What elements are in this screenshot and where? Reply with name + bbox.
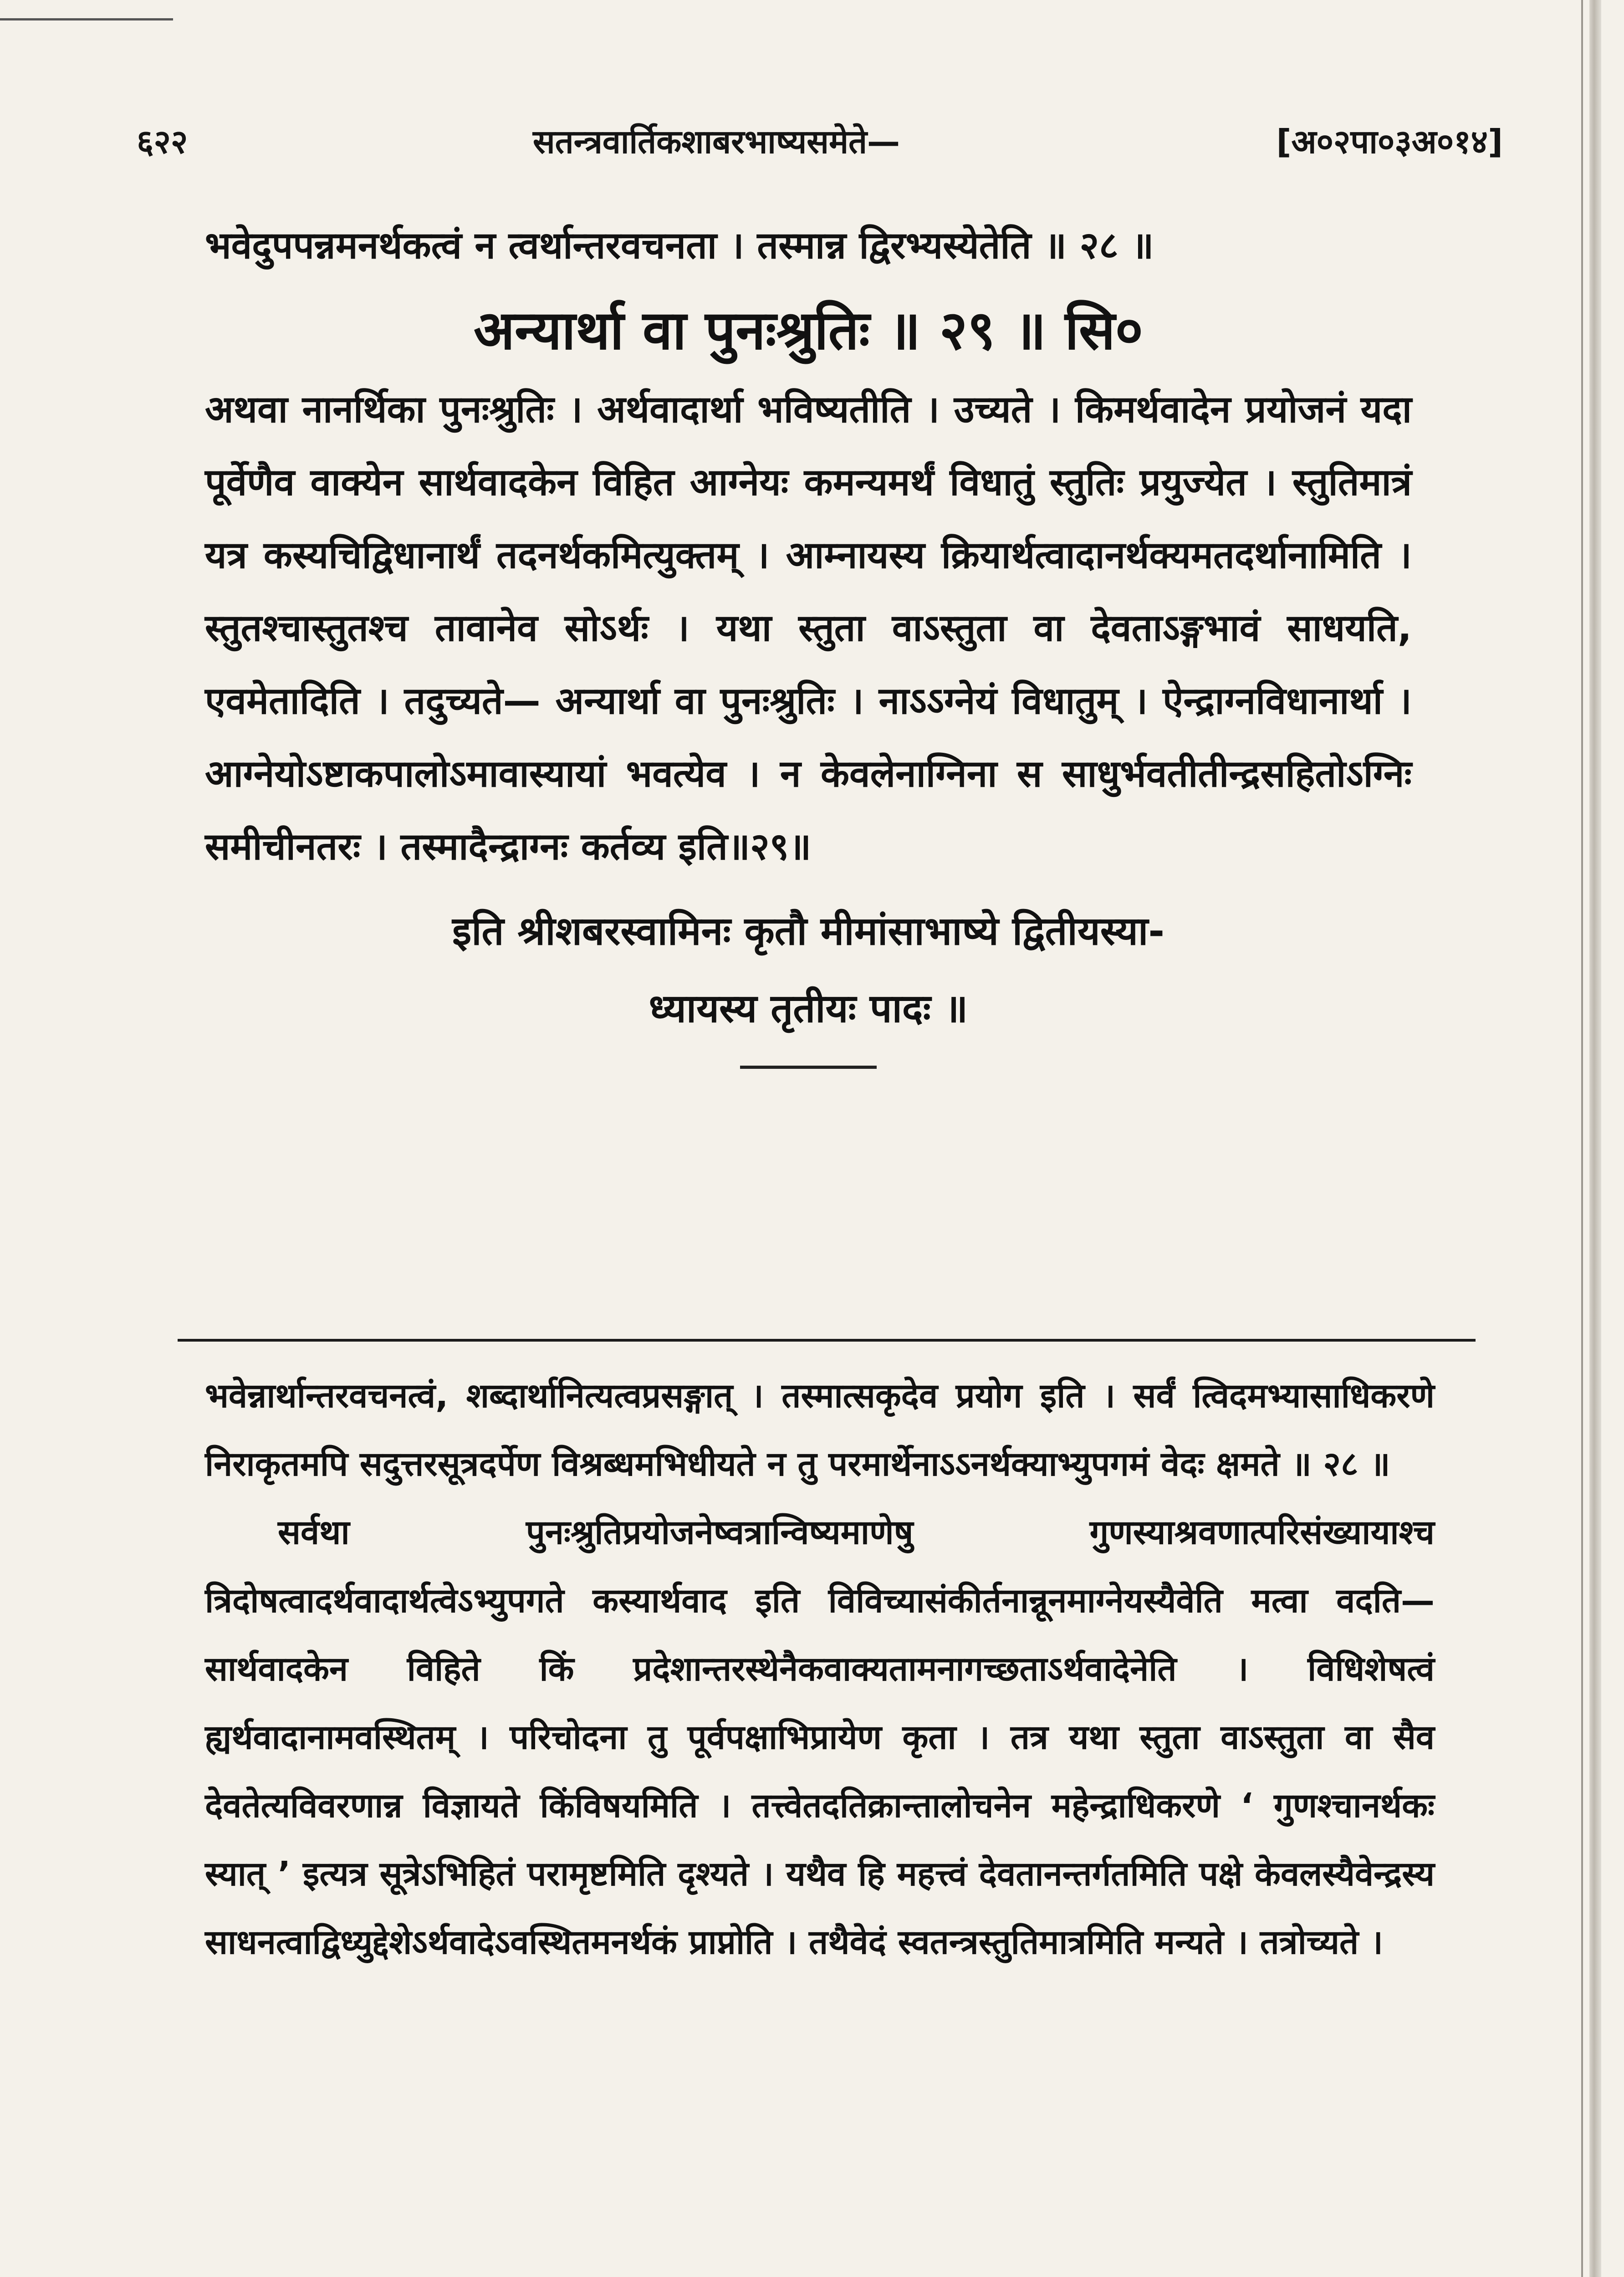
bhashya-paragraph: अथवा नानर्थिका पुनःश्रुतिः । अर्थवादार्था भविष्यतीति । उच्यते । किमर्थवादेन प्रयोजनं यदा पूर्वेणैव वाक्येन सार्थवादकेन विहित आग्नेयः कमन्यमर्थं विधातुं स्तुतिः प्रयुज्येत । स्तुतिमात्रं यत्र कस्यचिद्विधानार्थं तदनर्थकमित्युक्तम् । आम्नायस्य क्रियार्थत्वादानर्थक्यमतदर्थानामिति । स्तुतश्चास्तुतश्च तावानेव सोऽर्थः । यथा स्तुता वाऽस्तुता वा देवताऽङ्गभावं साधयति, एवमेतादिति । तदुच्यते— अन्यार्था वा पुनःश्रुतिः । नाऽऽग्नेयं विधातुम् । ऐन्द्राग्नविधानार्था । आग्नेयोऽष्टाकपालोऽमावास्यायां भवत्येव । न केवलेनाग्निना स साधुर्भवतीतीन्द्रसहितोऽग्निः समीचीनतरः । तस्मादैन्द्राग्नः कर्तव्य इति॥२९॥	[205, 388, 1412, 868]
sutra-heading: अन्यार्था वा पुनःश्रुतिः ॥ २९ ॥ सि०	[474, 299, 1143, 362]
colophon-line-2: ध्यायस्य तृतीयः पादः ॥	[649, 986, 968, 1031]
colophon	[205, 893, 1412, 1047]
header-title: सतन्त्रवार्तिकशाबरभाष्यसमेते—	[533, 123, 900, 161]
section-end-rule	[740, 1066, 877, 1069]
intro-paragraph: भवेदुपपन्नमनर्थकत्वं न त्वर्थान्तरवचनता । तस्मान्न द्विरभ्यस्येतेति ॥ २८ ॥	[205, 224, 1154, 267]
colophon-line-1: इति श्रीशबरस्वामिनः कृतौ मीमांसाभाष्ये द्वितीयस्या-	[452, 909, 1165, 954]
page-number: ६२२	[137, 123, 188, 161]
main-text	[205, 209, 1412, 1069]
scan-edge-rule	[0, 18, 173, 20]
page-binding-edge	[1589, 0, 1601, 2277]
commentary-divider	[178, 1339, 1476, 1342]
page-binding-line	[1581, 0, 1583, 2277]
header-reference: [अ०२पा०३अ०१४]	[1276, 123, 1503, 161]
commentary-paragraph-1: भवेन्नार्थान्तरवचनत्वं, शब्दार्थानित्यत्वप्रसङ्गात् । तस्मात्सकृदेव प्रयोग इति । सर्वं त्विदमभ्यासाधिकरणे निराकृतमपि सदुत्तरसूत्रदर्पेण विश्रब्धमभिधीयते न तु परमार्थेनाऽऽनर्थक्याभ्युपगमं वेदः क्षमते ॥ २८ ॥	[205, 1376, 1435, 1484]
commentary-paragraph-2: सर्वथा पुनःश्रुतिप्रयोजनेष्वत्रान्विष्यमाणेषु गुणस्याश्रवणात्परिसंख्यायाश्च त्रिदोषत्वादर्थवादार्थत्वेऽभ्युपगते कस्यार्थवाद इति विविच्यासंकीर्तनान्नूनमाग्नेयस्यैवेति मत्वा वदति—सार्थवादकेन विहिते किं प्रदेशान्तरस्थेनैकवाक्यतामनागच्छताऽर्थवादेनेति । विधिशेषत्वं ह्यर्थवादानामवस्थितम् । परिचोदना तु पूर्वपक्षाभिप्रायेण कृता । तत्र यथा स्तुता वाऽस्तुता वा सैव देवतेत्यविवरणान्न विज्ञायते किंविषयमिति । तत्त्वेतदतिक्रान्तालोचनेन महेन्द्राधिकरणे ‘ गुणश्चानर्थकः स्यात् ’ इत्यत्र सूत्रेऽभिहितं परामृष्टमिति दृश्यते । यथैव हि महत्त्वं देवतानन्तर्गतमिति पक्षे केवलस्यैवेन्द्रस्य साधनत्वाद्विध्युद्देशेऽर्थवादेऽवस्थितमनर्थकं प्राप्नोति । तथैवेदं स्वतन्त्रस्तुतिमात्रमिति मन्यते । तत्रोच्यते ।	[205, 1513, 1435, 1962]
running-header	[137, 114, 1503, 164]
commentary-text	[205, 1362, 1435, 1976]
